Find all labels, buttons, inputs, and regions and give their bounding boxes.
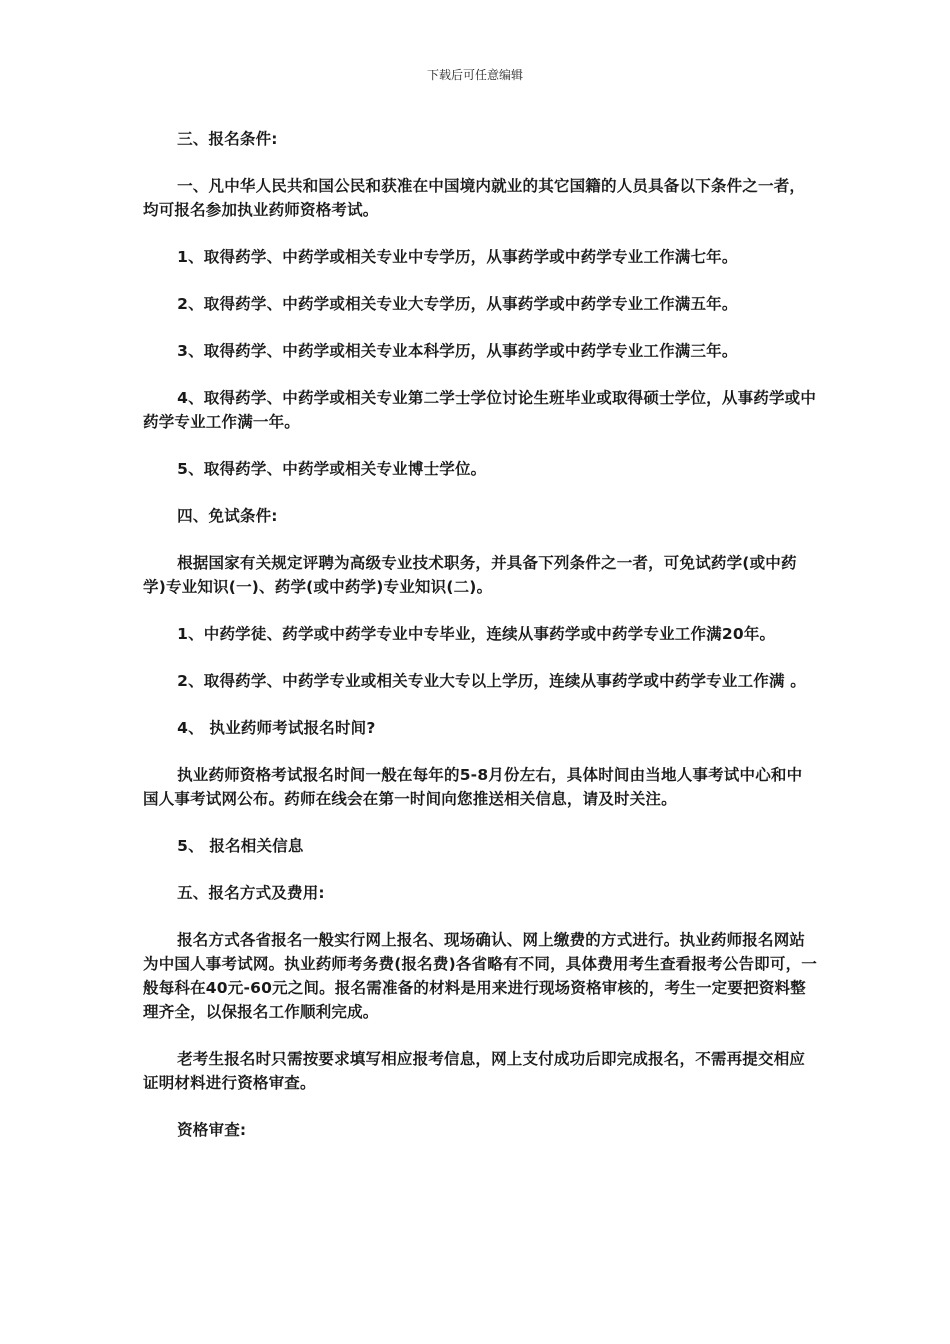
list-item: 1、中药学徒、药学或中药学专业中专毕业，连续从事药学或中药学专业工作满20年。 [177,625,776,643]
list-item: 4、取得药学、中药学或相关专业第二学士学位讨论生班毕业或取得硕士学位，从事药学或中药学专业工作满一年。 [143,389,817,431]
heading-registration-conditions: 三、报名条件: [177,130,278,148]
heading-registration-info: 5、 报名相关信息 [177,837,304,855]
heading-qualification-review: 资格审查: [177,1121,247,1139]
list-item: 2、取得药学、中药学专业或相关专业大专以上学历，连续从事药学或中药学专业工作满 。 [177,672,806,690]
list-item: 3、取得药学、中药学或相关专业本科学历，从事药学或中药学专业工作满三年。 [177,342,738,360]
paragraph: 执业药师资格考试报名时间一般在每年的5-8月份左右，具体时间由当地人事考试中心和中国人事考试网公布。药师在线会在第一时间向您推送相关信息，请及时关注。 [143,766,803,808]
list-item: 1、取得药学、中药学或相关专业中专学历，从事药学或中药学专业工作满七年。 [177,248,738,266]
list-item: 2、取得药学、中药学或相关专业大专学历，从事药学或中药学专业工作满五年。 [177,295,738,313]
page-header: 下载后可任意编辑 [426,68,523,82]
heading-registration-time: 4、 执业药师考试报名时间? [177,719,376,737]
paragraph: 一、凡中华人民共和国公民和获准在中国境内就业的其它国籍的人员具备以下条件之一者，均可报名参加执业药师资格考试。 [143,177,806,219]
paragraph: 报名方式各省报名一般实行网上报名、现场确认、网上缴费的方式进行。执业药师报名网站为中国人事考试网。执业药师考务费(报名费)各省略有不同，具体费用考生查看报考公告即可，一般每科在40元-60元之间。报名需准备的材料是用来进行现场资格审核的，考生一定要把资料整理齐全，以保报名工作顺利完成。 [143,931,817,1021]
heading-exemption-conditions: 四、免试条件: [177,507,278,525]
list-item: 5、取得药学、中药学或相关专业博士学位。 [177,460,487,478]
paragraph: 老考生报名时只需按要求填写相应报考信息，网上支付成功后即完成报名，不需再提交相应证明材料进行资格审查。 [143,1050,806,1092]
heading-registration-method-fees: 五、报名方式及费用: [177,884,325,902]
paragraph: 根据国家有关规定评聘为高级专业技术职务，并具备下列条件之一者，可免试药学(或中药学)专业知识(一)、药学(或中药学)专业知识(二)。 [143,554,797,596]
document-body [143,127,817,1165]
